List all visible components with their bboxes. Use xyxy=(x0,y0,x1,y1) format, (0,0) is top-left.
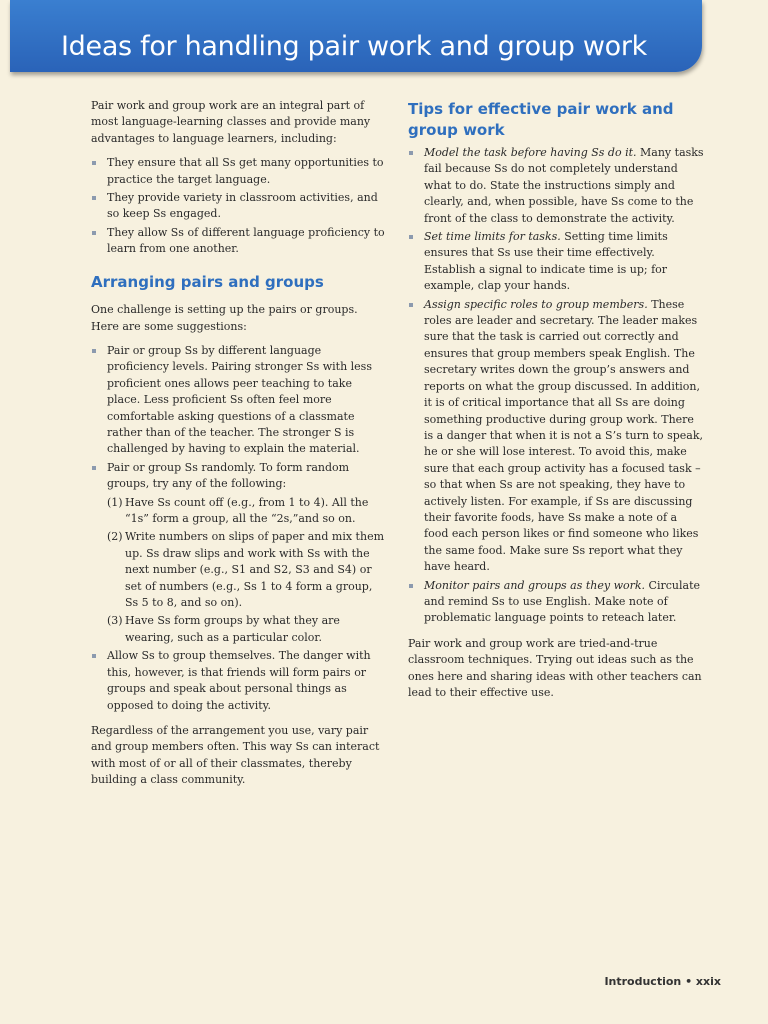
left-column xyxy=(91,98,385,797)
list-item xyxy=(91,460,385,646)
item-text: Have Ss form groups by what they are wearing, such as a particular color. xyxy=(125,614,340,644)
list-item xyxy=(408,578,704,627)
tip-text: Setting time limits ensures that Ss use their time effectively. Establish a signal to indicate time is up; for example, clap your hands. xyxy=(424,230,668,293)
section-heading-arranging: Arranging pairs and groups xyxy=(91,272,324,291)
suggestions-list xyxy=(91,343,385,714)
section-heading-tips: Tips for effective pair work and group work xyxy=(408,100,674,139)
challenge-paragraph: One challenge is setting up the pairs or groups. Here are some suggestions: xyxy=(91,303,358,333)
item-number: (2) xyxy=(107,530,123,544)
random-methods-list xyxy=(107,495,385,647)
tip-lead: Set time limits for tasks. xyxy=(424,230,561,244)
tip-lead: Model the task before having Ss do it. xyxy=(424,146,637,159)
list-item xyxy=(91,343,385,458)
item-text: Have Ss count off (e.g., from 1 to 4). All the “1s” form a group, all the “2s,”and so on. xyxy=(125,495,369,526)
item-number: (1) xyxy=(107,495,123,509)
suggestion-text: Allow Ss to group themselves. The danger with this, however, is that friends will form pairs or groups and speak about personal things as opposed to doing the activity. xyxy=(107,649,371,712)
right-column xyxy=(408,98,704,709)
page-footer: Introduction • xxix xyxy=(604,975,721,988)
intro-paragraph: Pair work and group work are an integral part of most language-learning classes and provide many advantages to language learners, including: xyxy=(91,99,371,145)
list-item xyxy=(408,297,704,576)
title-banner xyxy=(10,0,702,72)
closing-paragraph: Pair work and group work are tried-and-true classroom techniques. Trying out ideas such as the ones here and sharing ideas with other teachers can lead to their effective use. xyxy=(408,636,702,699)
numbered-item xyxy=(107,529,385,611)
closing-paragraph: Regardless of the arrangement you use, vary pair and group members often. This way Ss can interact with most of or all of their classmates, thereby building a class community. xyxy=(91,723,380,787)
tip-lead: Assign specific roles to group members. xyxy=(424,297,648,311)
page-title: Ideas for handling pair work and group work xyxy=(61,31,647,62)
list-item: They provide variety in classroom activities, and so keep Ss engaged. xyxy=(91,190,385,223)
list-item: They ensure that all Ss get many opportunities to practice the target language. xyxy=(91,155,385,188)
list-item xyxy=(91,648,385,714)
suggestion-text: Pair or group Ss by different language proficiency levels. Pairing stronger Ss with less proficient ones allows peer teaching to take place. Less proficient Ss often feel more comfortable asking questions of a classmate rather than of the teacher. The stronger S is challenged by having to explain the material. xyxy=(107,343,372,456)
tips-list xyxy=(408,145,704,627)
tip-lead: Monitor pairs and groups as they work. xyxy=(424,578,646,592)
suggestion-text: Pair or group Ss randomly. To form random groups, try any of the following: xyxy=(107,460,350,491)
numbered-item xyxy=(107,495,385,528)
tip-text: Circulate and remind Ss to use English. Make note of problematic language points to reteach later. xyxy=(424,578,701,625)
list-item: They allow Ss of different language proficiency to learn from one another. xyxy=(91,225,385,258)
numbered-item xyxy=(107,613,385,646)
list-item xyxy=(408,229,704,295)
tip-text: These roles are leader and secretary. The leader makes sure that the task is carried out correctly and ensures that group members speak English. The secretary writes down the group’s answers and reports on what the group discussed. In addition, it is of critical importance that all Ss are doing something productive during group work. There is a danger that when it is not a S’s turn to speak, he or she will lose interest. To avoid this, make sure that each group activity has a focused task – so that when Ss are not speaking, they have to actively listen. For example, if Ss are discussing their favorite foods, have Ss make a note of a food each person likes or find someone who likes the same food. Make sure Ss report what they have heard. xyxy=(424,297,704,574)
advantages-list xyxy=(91,155,385,257)
item-text: Write numbers on slips of paper and mix them up. Ss draw slips and work with Ss with the next number (e.g., S1 and S2, S3 and S4) or set of numbers (e.g., Ss 1 to 4 form a group, Ss 5 to 8, and so on). xyxy=(125,530,385,610)
list-item xyxy=(408,145,704,227)
item-number: (3) xyxy=(107,614,123,628)
tip-text: Many tasks fail because Ss do not completely understand what to do. State the instructions simply and clearly, and, when possible, have Ss come to the front of the class to demonstrate the activity. xyxy=(424,146,704,225)
